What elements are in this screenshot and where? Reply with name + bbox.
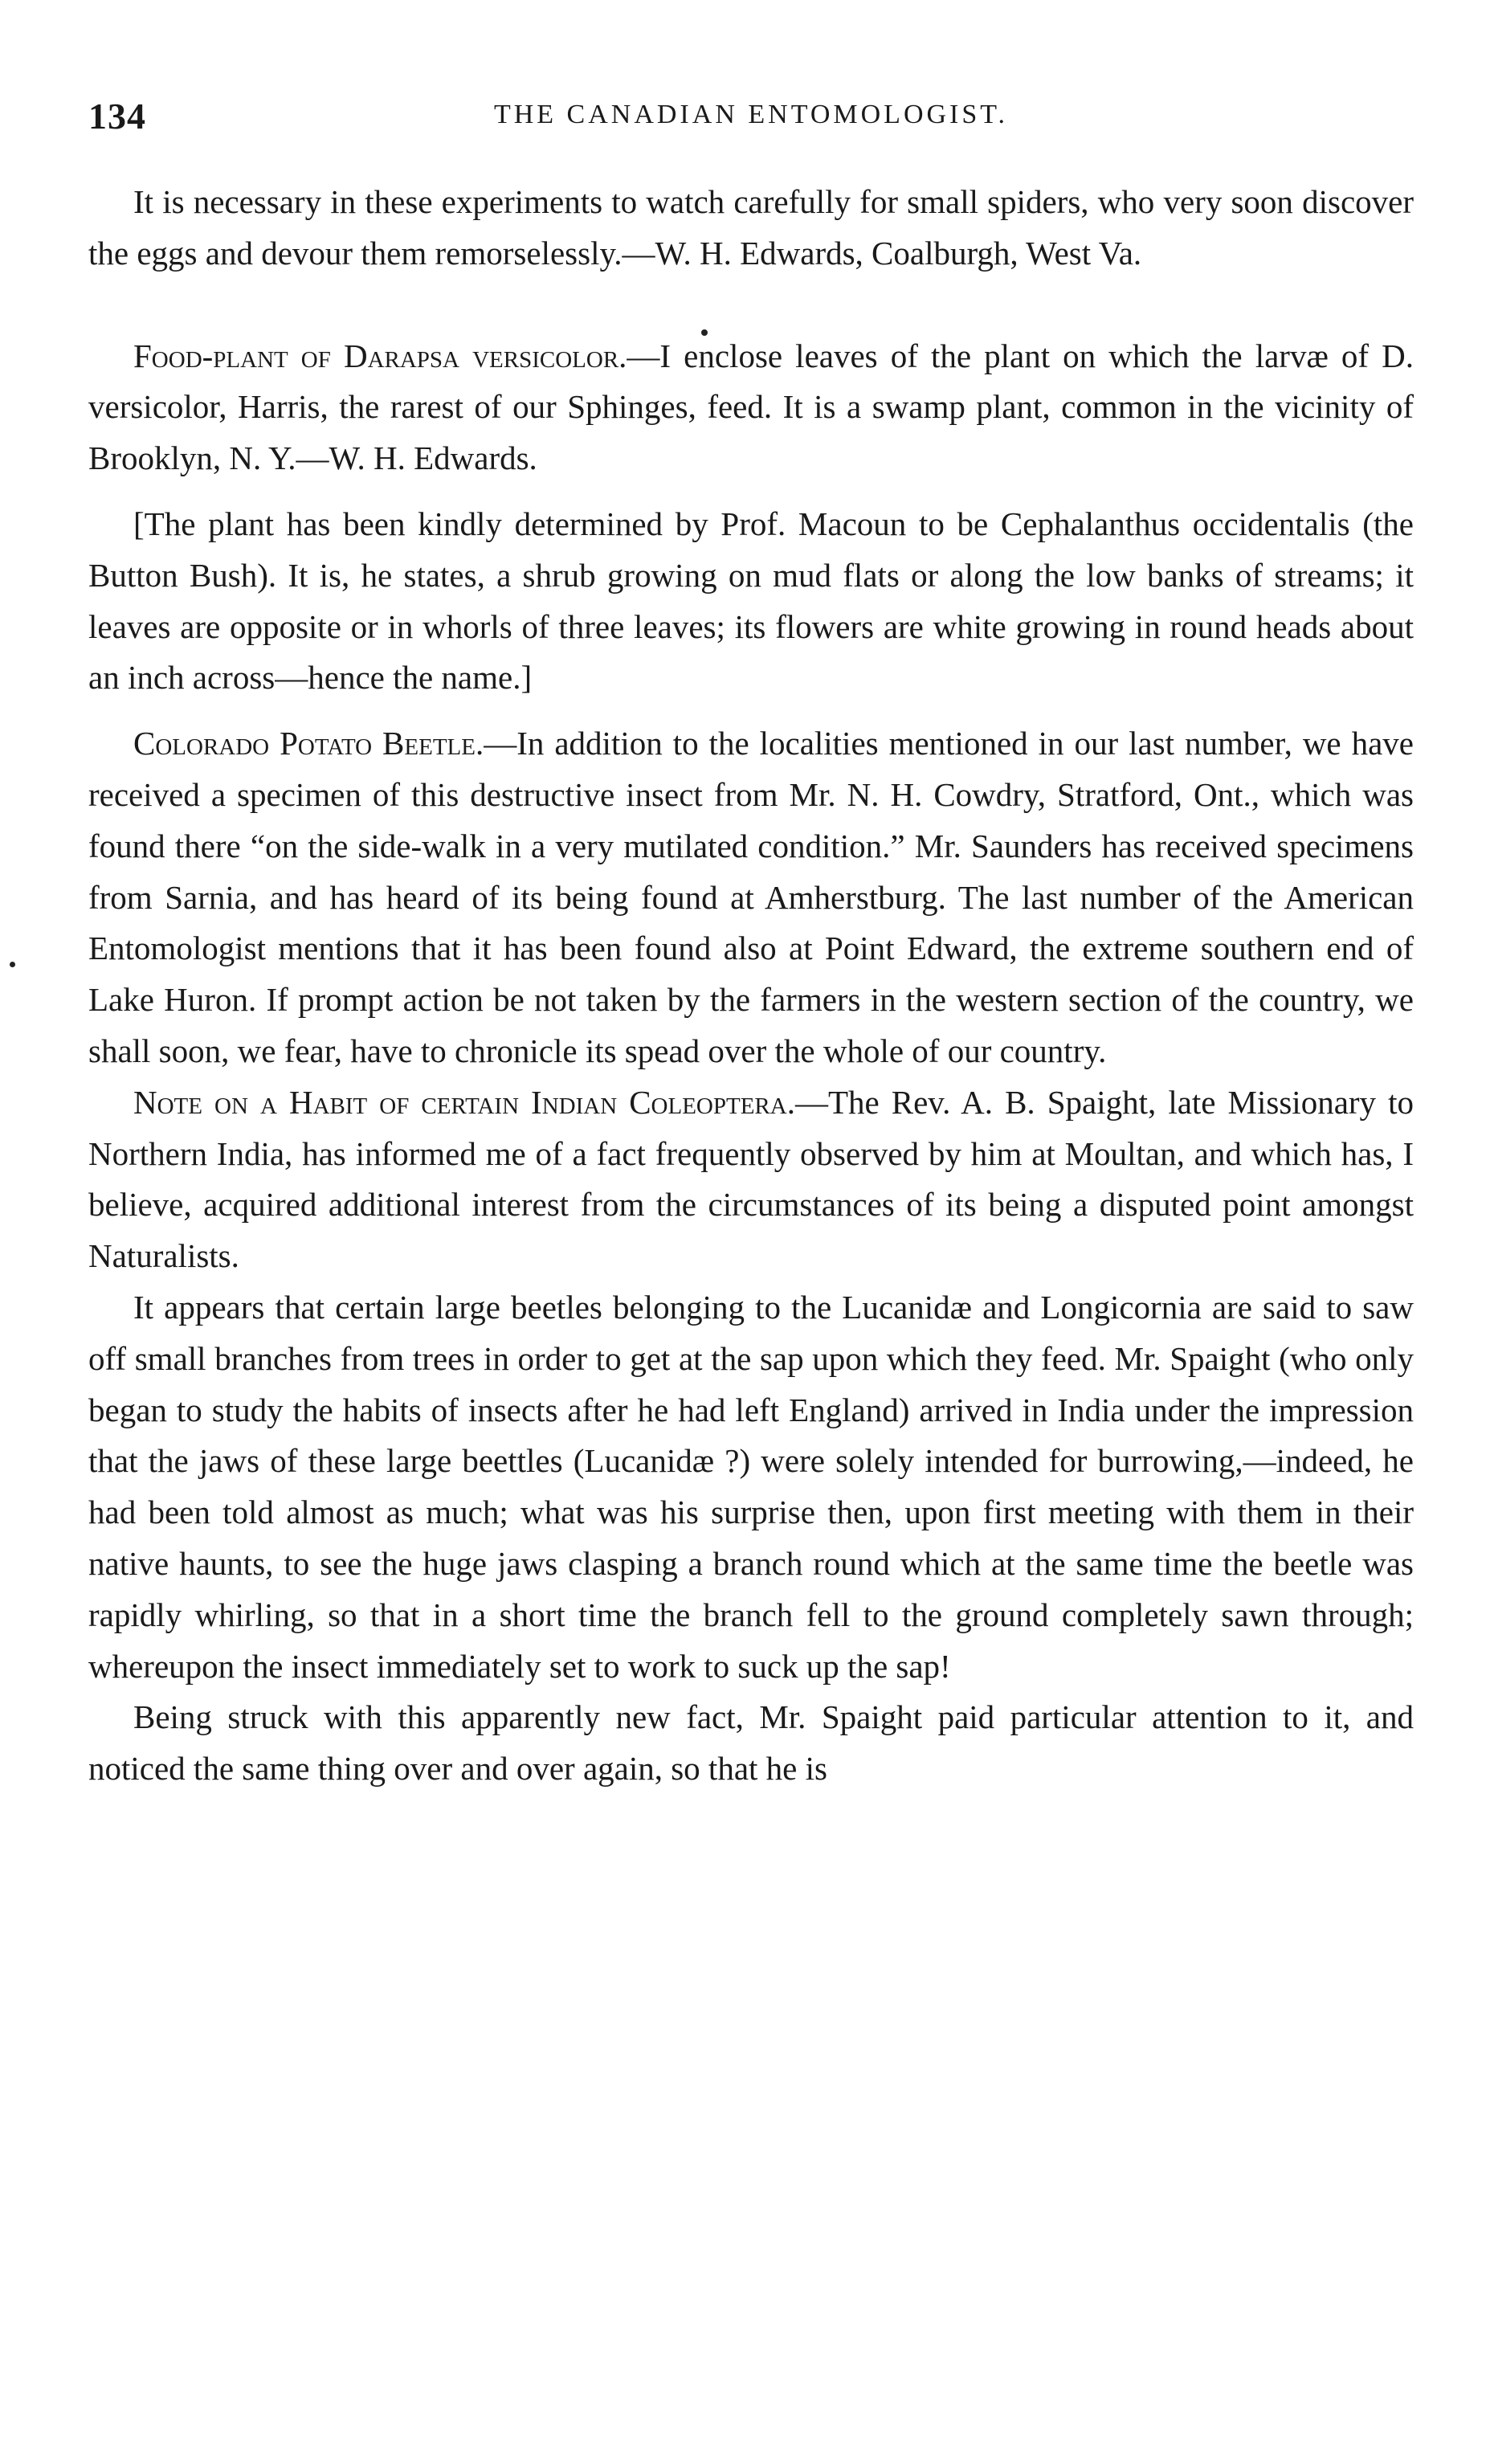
paragraph-beetles-saw: It appears that certain large beetles belonging to the Lucanidæ and Longicornia are said to saw off small branches from trees in order to get at the sap upon which they feed. Mr. Spaight (who only began to study the habits of insects after he had left England) arrived in India under the impression that the jaws of these large beettles (Lucanidæ ?) were solely intended for burrowing,—indeed, he had been told almost as much; what was his surprise then, upon first meeting with them in their native haunts, to see the huge jaws clasping a branch round which at the same time the beetle was rapidly whirling, so that in a short time the branch fell to the ground completely sawn through; whereupon the insect immediately set to work to suck up the sap!	[88, 1288, 1414, 1685]
section-lead: Note on a Habit of certain Indian Coleoptera.	[133, 1083, 795, 1121]
section-lead: Food-plant of Darapsa versicolor.	[133, 337, 627, 374]
paragraph-plant-determination: [The plant has been kindly determined by Prof. Macoun to be Cephalanthus occidentalis (the Button Bush). It is, he states, a shrub growing on mud flats or along the low banks of streams; it leaves are opposite or in whorls of three leaves; its flowers are white growing in round heads about an inch across—hence the name.]	[88, 505, 1414, 697]
paragraph-spiders-note: It is necessary in these experiments to watch carefully for small spiders, who very soon discover the eggs and devour them remorselessly.—W. H. Edwards, Coalburgh, West Va.	[88, 183, 1414, 272]
paragraph-spaight-observation: Being struck with this apparently new fact, Mr. Spaight paid particular attention to it, and noticed the same thing over and over again, so that he is	[88, 1698, 1414, 1788]
paragraph-food-plant: Food-plant of Darapsa versicolor.—I enclose leaves of the plant on which the larvæ of D. versicolor, Harris, the rarest of our Sphinges, feed. It is a swamp plant, common in the vicinity of Brooklyn, N. Y.—W. H. Edwards.	[88, 337, 1414, 477]
margin-dot-mark	[10, 962, 15, 967]
paragraph-indian-coleoptera: Note on a Habit of certain Indian Coleoptera.—The Rev. A. B. Spaight, late Missionary to Northern India, has informed me of a fact frequently observed by him at Moultan, and which has, I believe, acquired additional interest from the circumstances of its being a disputed point amongst Naturalists.	[88, 1083, 1414, 1275]
page-header	[88, 95, 1414, 143]
section-lead: Colorado Potato Beetle.	[133, 725, 484, 762]
article-body	[88, 177, 1414, 1795]
paragraph-potato-beetle: Colorado Potato Beetle.—In addition to the localities mentioned in our last number, we have received a specimen of this destructive insect from Mr. N. H. Cowdry, Stratford, Ont., which was found there “on the side-walk in a very mutilated condition.” Mr. Saunders has received specimens from Sarnia, and has heard of its being found at Amherstburg. The last number of the American Entomologist mentions that it has been found also at Point Edward, the extreme southern end of Lake Huron. If prompt action be not taken by the farmers in the western section of the country, we shall soon, we fear, have to chronicle its spead over the whole of our country.	[88, 725, 1414, 1069]
running-title: THE CANADIAN ENTOMOLOGIST.	[493, 100, 1009, 129]
page-number: 134	[88, 96, 146, 137]
